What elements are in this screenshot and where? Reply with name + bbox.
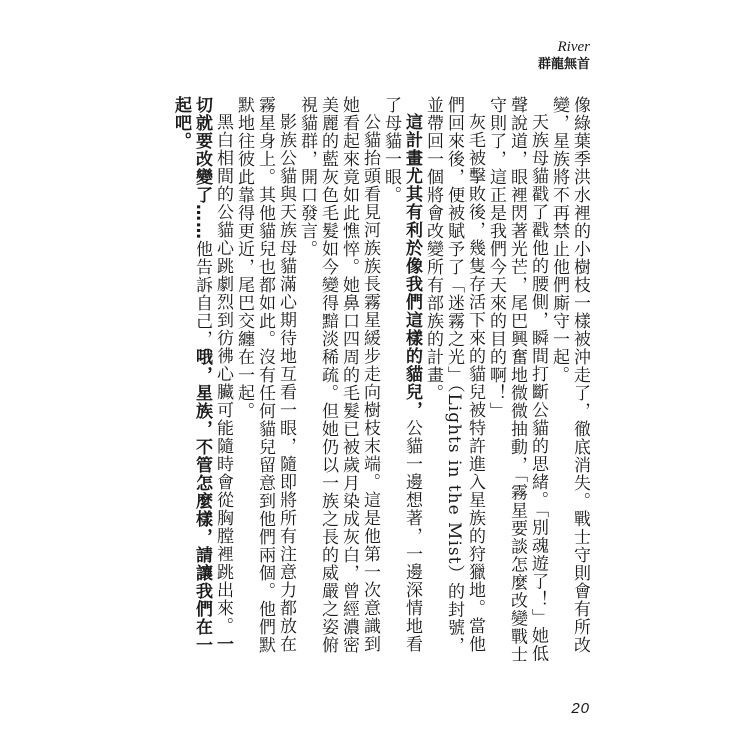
paragraph-text: 天族母貓戳了戳他的腰側，瞬間打斷公貓的思緒。「別魂遊了！」她低聲說道，眼裡閃著光芒，尾巴興奮地微微抽動，「霧星要談怎麼改變戰士守則了，這正是我們今天來的目的啊！」 [486, 96, 548, 664]
body-text [125, 96, 590, 666]
paragraph [485, 96, 548, 666]
emphasized-text: 這計畫尤其有利於像我們這樣的貓兒， [402, 113, 422, 419]
paragraph-text: 公貓抬頭看見河族族長霧星緩步走向樹枝末端。這是他第一次意識到她看起來竟如此憔悴。她鼻口四周的毛髮已被歲月染成灰白，曾經濃密美麗的藍灰色毛髮如今變得黯淡稀疏。但她仍以一族之長的威嚴之姿俯視貓群，開口發言。 [297, 96, 380, 654]
emphasized-text: 哦，星族，不管怎麼樣，請讓我們在一起吧。 [171, 96, 212, 654]
paragraph [380, 96, 422, 666]
page-number: 20 [571, 700, 590, 717]
paragraph-text: 灰毛被擊敗後，幾隻存活下來的貓兒被特許進入星族的狩獵地。當他們回來後，便被賦予了「迷霧之光」（Lights in the Mist）的封號，並帶回一個將會改變所有部族的計畫。 [423, 96, 485, 655]
paragraph-text: 像綠葉季洪水裡的小樹枝一樣被沖走了，徹底消失。戰士守則會有所改變，星族將不再禁止他們廝守一起。 [549, 96, 590, 654]
paragraph [296, 96, 380, 666]
paragraph-text: 影族公貓與天族母貓滿心期待地互看一眼，隨即將所有注意力都放在霧星身上。其他貓兒也都如此。沒有任何貓兒留意到他們兩個。他們默默地往彼此靠得更近，尾巴交纏在一起。 [234, 96, 296, 654]
paragraph [233, 96, 296, 666]
emphasized-text: 一切就要改變了…… [192, 96, 233, 653]
paragraph-text: 公貓一邊想著，一邊深情地看了母貓一眼。 [381, 96, 422, 653]
paragraph [548, 96, 590, 666]
paragraph [170, 96, 233, 666]
paragraph-text: 他告訴自己， [192, 240, 212, 348]
paragraph-text: 黑白相間的公貓心跳劇烈到彷彿心臟可能隨時會從胸膛裡跳出來。 [213, 113, 233, 635]
running-header [538, 38, 590, 74]
book-title: 群龍無首 [537, 57, 590, 72]
series-title: River [557, 39, 590, 55]
paragraph [422, 96, 485, 666]
